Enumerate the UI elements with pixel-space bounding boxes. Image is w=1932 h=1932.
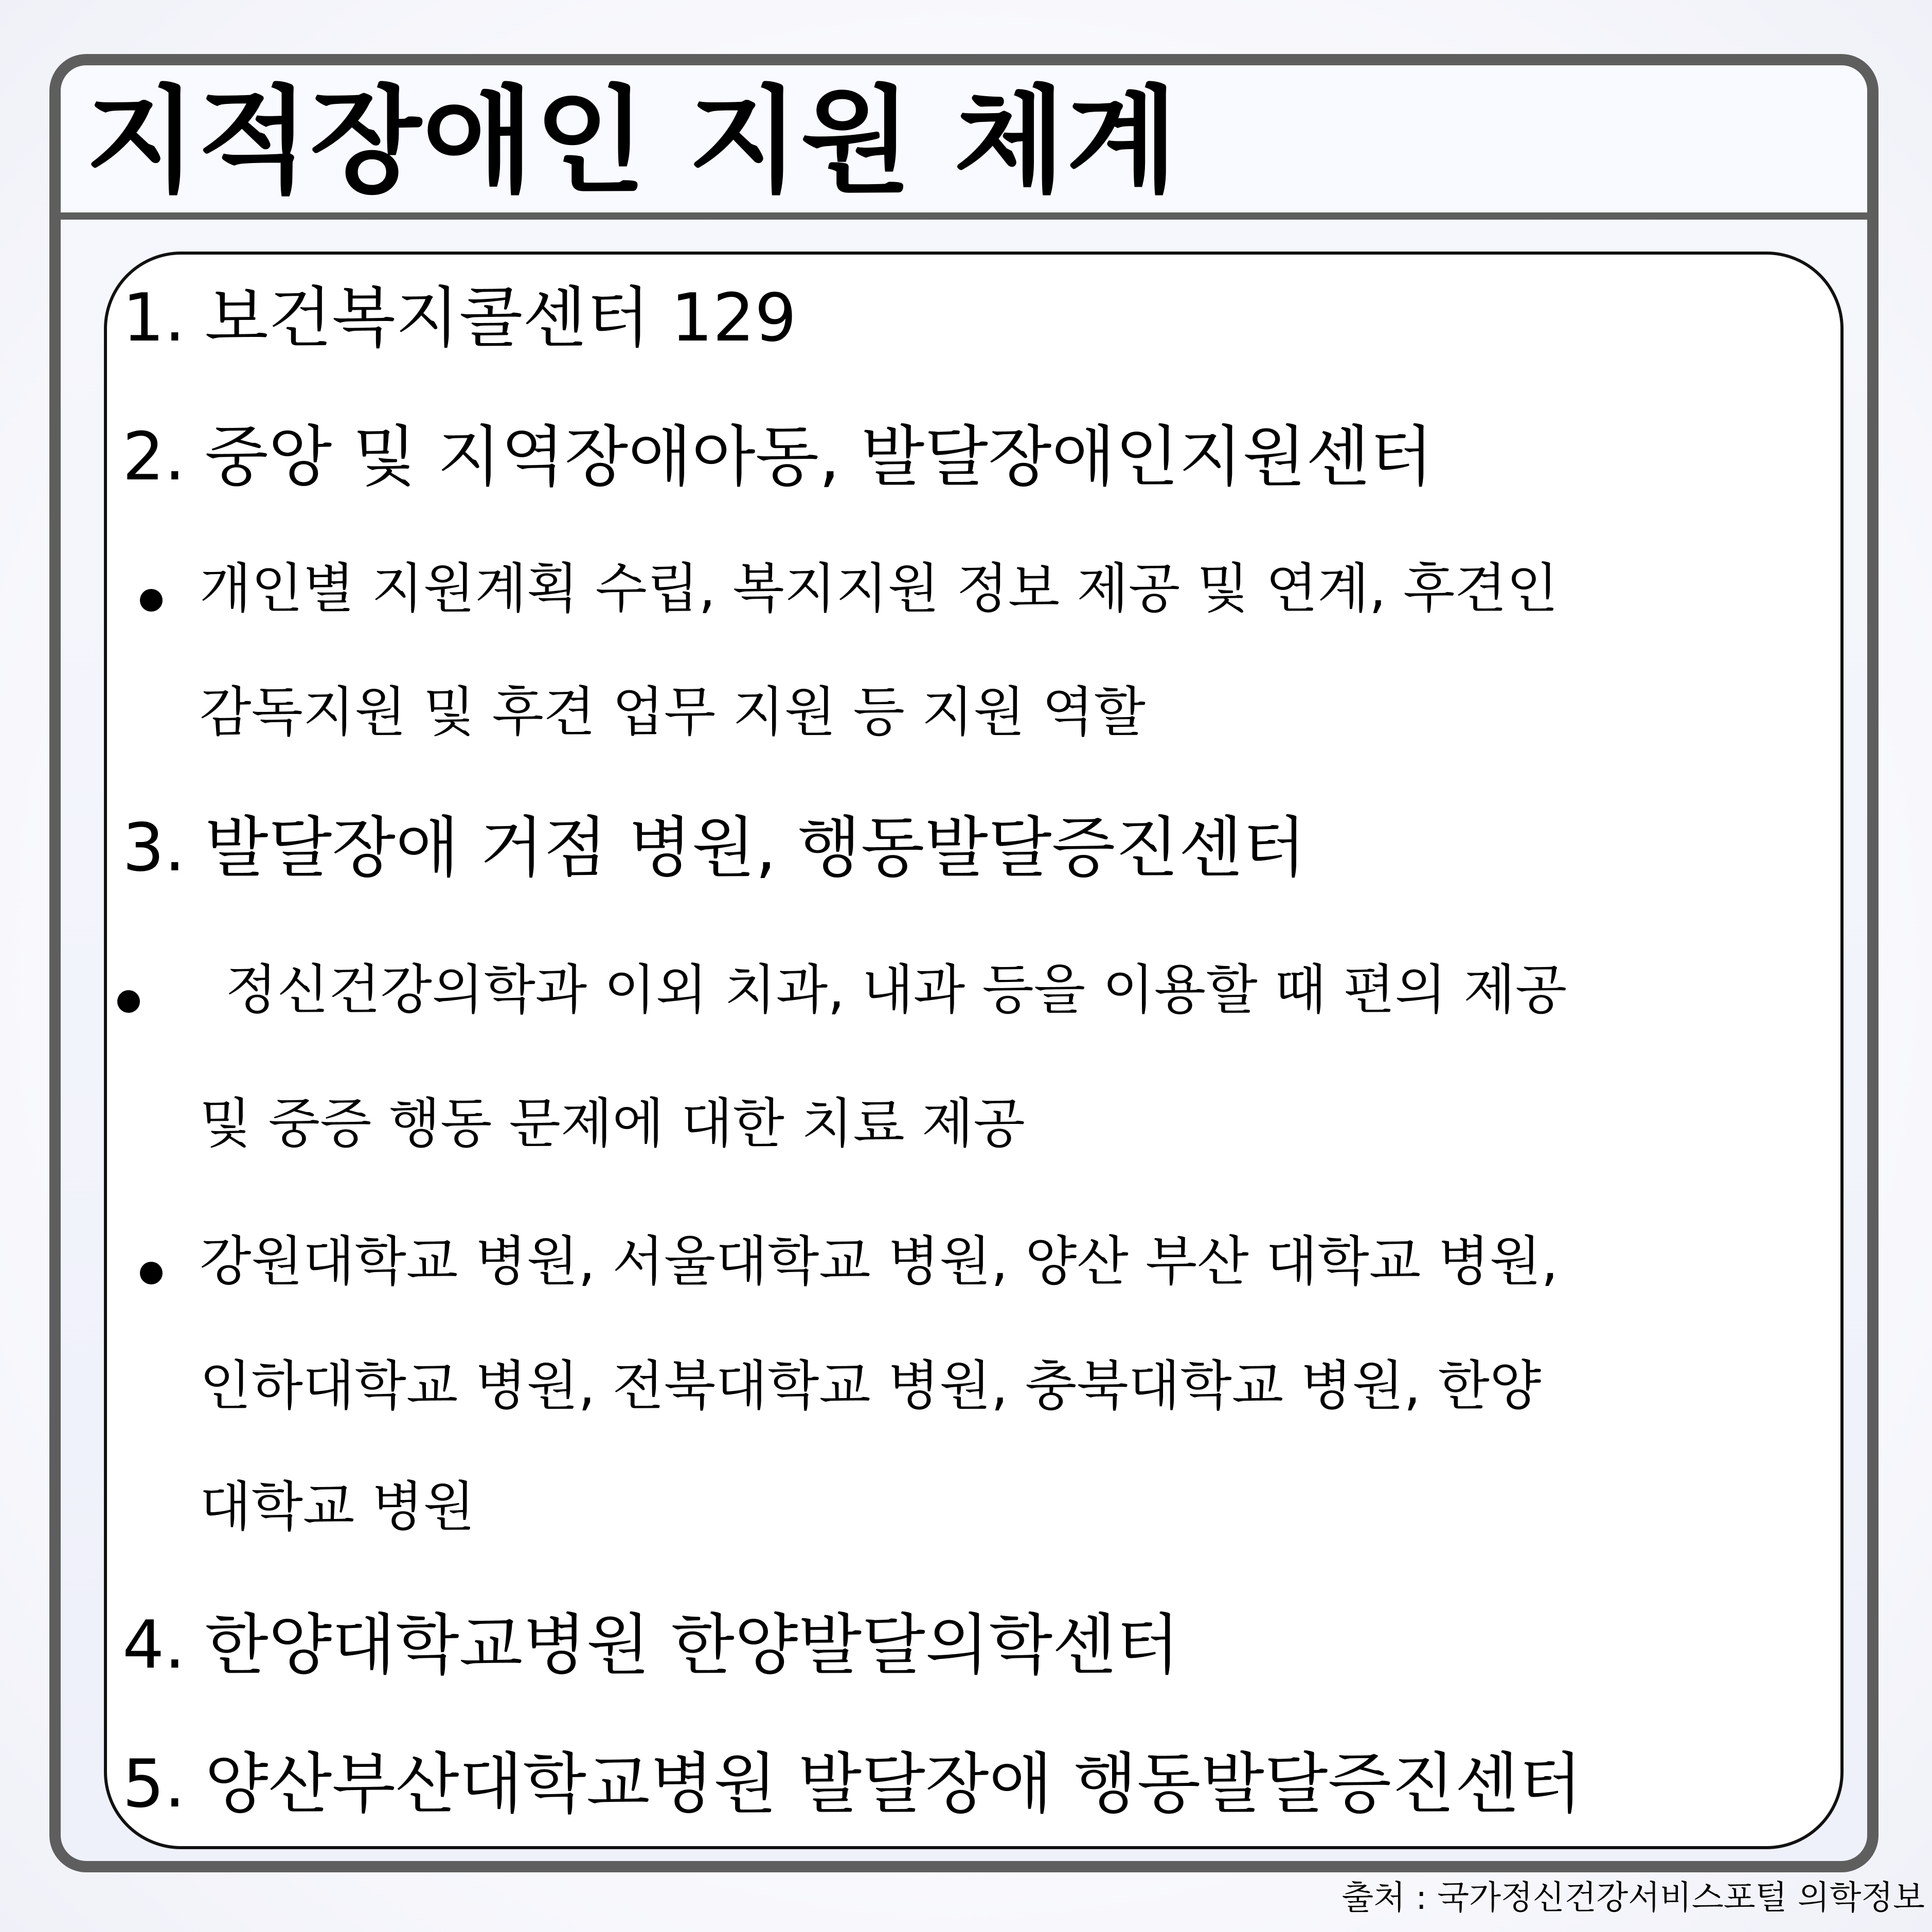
content-panel [104, 252, 1844, 1849]
item-number: 4. [122, 1607, 186, 1684]
bullet-icon [117, 990, 140, 1013]
list-item-4 [122, 1607, 1179, 1683]
item-number: 2. [122, 419, 186, 495]
bullet-1-line-1: 개인별 지원계획 수립, 복지지원 정보 제공 및 연계, 후견인 [200, 557, 1559, 620]
list-item-2 [122, 419, 1433, 495]
item-text: 양산부산대학교병원 발달장애 행동발달증진센터 [205, 1746, 1582, 1822]
page-title: 지적장애인 지원 체계 [85, 74, 1179, 208]
info-card [49, 54, 1879, 1872]
item-number: 5. [122, 1746, 186, 1822]
item-text: 발달장애 거점 병원, 행동발달증진센터 [205, 810, 1307, 886]
source-note: 출처 : 국가정신건강서비스포털 의학정보 [1341, 1879, 1925, 1917]
title-bar [61, 65, 1867, 220]
list-item-3 [122, 810, 1306, 886]
item-text: 중앙 및 지역장애아동, 발달장애인지원센터 [205, 419, 1434, 495]
list-item-1 [122, 280, 797, 356]
bullet-3-line-2: 인하대학교 병원, 전북대학교 병원, 충북대학교 병원, 한양 [200, 1354, 1542, 1417]
list-item-5 [122, 1746, 1582, 1822]
bullet-2-line-2: 및 중증 행동 문제에 대한 치료 제공 [200, 1092, 1025, 1155]
bullet-1-line-2: 감독지원 및 후견 업무 지원 등 지원 역할 [200, 681, 1146, 743]
item-text: 한양대학교병원 한양발달의학센터 [205, 1607, 1180, 1684]
item-number: 1. [122, 280, 186, 356]
bullet-3-line-1: 강원대학교 병원, 서울대학교 병원, 양산 부산 대학교 병원, [200, 1230, 1559, 1293]
item-text: 보건복지콜센터 129 [205, 280, 797, 356]
bullet-3-line-3: 대학교 병원 [200, 1475, 475, 1538]
bullet-2-line-1: 정신건강의학과 이외 치과, 내과 등을 이용할 때 편의 제공 [225, 958, 1567, 1021]
bullet-icon [140, 589, 163, 612]
bullet-icon [140, 1262, 163, 1284]
item-number: 3. [122, 810, 186, 886]
